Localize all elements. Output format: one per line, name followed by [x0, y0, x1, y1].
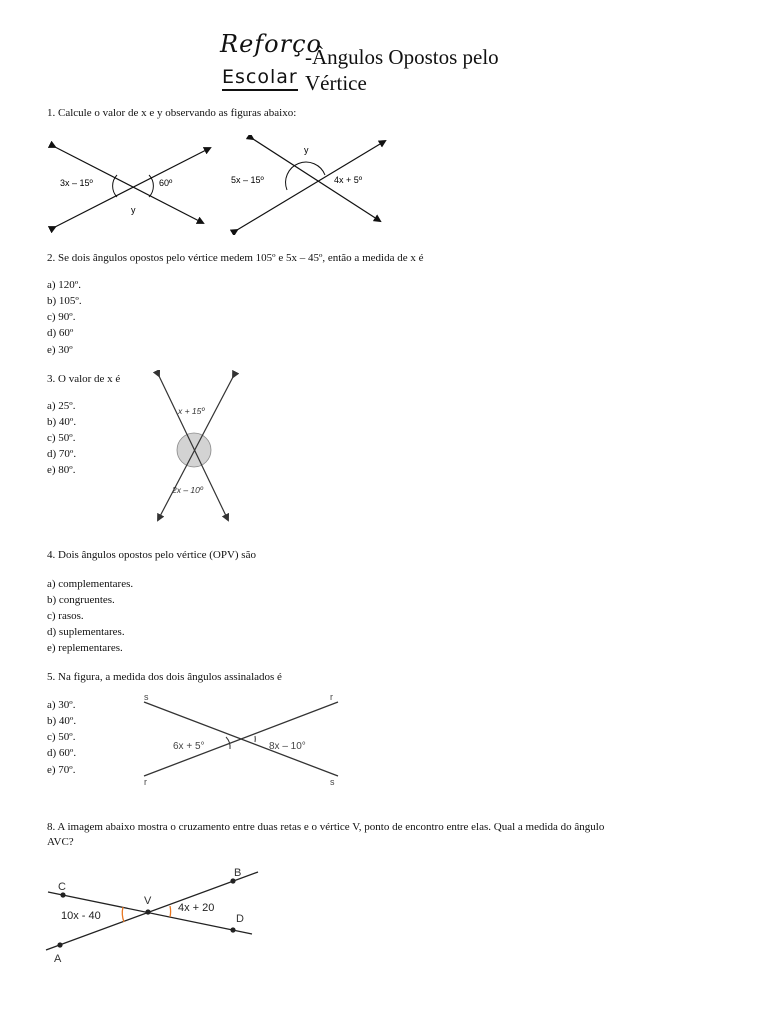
q5-option-b: b) 40º.: [47, 715, 77, 727]
question-8-text-line2: AVC?: [47, 836, 74, 848]
q8-point-v: [145, 909, 150, 914]
q8-figure: [40, 860, 265, 970]
q5-option-c: c) 50º.: [47, 731, 76, 743]
q8-label-v: V: [144, 895, 152, 907]
question-2-text: 2. Se dois ângulos opostos pelo vértice medem 105º e 5x – 45º, então a medida de x é: [47, 252, 424, 264]
q4-option-c: c) rasos.: [47, 610, 84, 622]
q5-option-a: a) 30º.: [47, 699, 76, 711]
q1-figure-1: [45, 135, 220, 235]
q2-option-c: c) 90º.: [47, 311, 76, 323]
q2-option-e: e) 30º: [47, 344, 73, 356]
q1f1-label-bottom: y: [131, 205, 136, 215]
q8-point-b: [230, 878, 235, 883]
q5-label-left: 6x + 5°: [173, 741, 205, 752]
q5-label-right: 8x – 10°: [269, 741, 306, 752]
q1f2-label-right: 4x + 5º: [334, 175, 363, 185]
q8-label-d: D: [236, 913, 244, 925]
q8-point-d: [230, 927, 235, 932]
q8-label-right: 4x + 20: [178, 902, 215, 914]
q5-option-d: d) 60º.: [47, 747, 77, 759]
q4-option-e: e) replementares.: [47, 642, 123, 654]
q3-figure: [148, 370, 243, 525]
q8-label-b: B: [234, 867, 242, 879]
logo-reforco: Reforço: [220, 30, 322, 58]
q5-label-s-top: s: [144, 692, 149, 702]
q4-option-d: d) suplementares.: [47, 626, 125, 638]
q5-label-s-bottom: s: [330, 777, 335, 787]
q1-figure-2: [225, 135, 395, 235]
q5-figure: [138, 690, 348, 790]
q8-label-c: C: [58, 881, 66, 893]
question-3-text: 3. O valor de x é: [47, 373, 121, 385]
q8-point-a: [57, 942, 62, 947]
q8-label-a: A: [54, 953, 62, 965]
q8-point-c: [60, 892, 65, 897]
q2-option-a: a) 120º.: [47, 279, 81, 291]
q3-option-e: e) 80º.: [47, 464, 76, 476]
q5-label-r-bottom: r: [144, 777, 147, 787]
question-5-text: 5. Na figura, a medida dos dois ângulos assinalados é: [47, 671, 282, 683]
q3-label-bottom: 2x – 10º: [172, 485, 203, 495]
q3-option-c: c) 50º.: [47, 432, 76, 444]
q8-label-left: 10x - 40: [61, 910, 101, 922]
q3-option-d: d) 70º.: [47, 448, 77, 460]
q1f2-label-top: y: [304, 145, 309, 155]
q1f1-label-right: 60º: [159, 178, 173, 188]
q4-option-b: b) congruentes.: [47, 594, 115, 606]
q3-label-top: x + 15º: [178, 406, 205, 416]
q5-arc-left: [226, 737, 230, 749]
question-4-text: 4. Dois ângulos opostos pelo vértice (OPV) são: [47, 549, 256, 561]
q1f2-arc: [286, 162, 325, 190]
question-1-text: 1. Calcule o valor de x e y observando as figuras abaixo:: [47, 107, 297, 119]
q3-option-b: b) 40º.: [47, 416, 77, 428]
q5-label-r-top: r: [330, 692, 333, 702]
q5-option-e: e) 70º.: [47, 764, 76, 776]
q8-arc-left: [122, 907, 124, 922]
q1f2-label-left: 5x – 15º: [231, 175, 264, 185]
q1f1-label-left: 3x – 15º: [60, 178, 93, 188]
page-title-line1: -Ângulos Opostos pelo: [305, 45, 499, 69]
q1f2-line-b: [237, 141, 385, 230]
page-title-line2: Vértice: [305, 71, 367, 95]
q8-arc-right: [170, 906, 171, 917]
question-8-text-line1: 8. A imagem abaixo mostra o cruzamento entre duas retas e o vértice V, ponto de encontro entre elas. Qual a medida do ângulo: [47, 821, 605, 833]
q4-option-a: a) complementares.: [47, 578, 134, 590]
q3-option-a: a) 25º.: [47, 400, 76, 412]
logo-escolar: Escolar: [222, 66, 298, 91]
q2-option-d: d) 60º: [47, 327, 74, 339]
q2-option-b: b) 105º.: [47, 295, 82, 307]
